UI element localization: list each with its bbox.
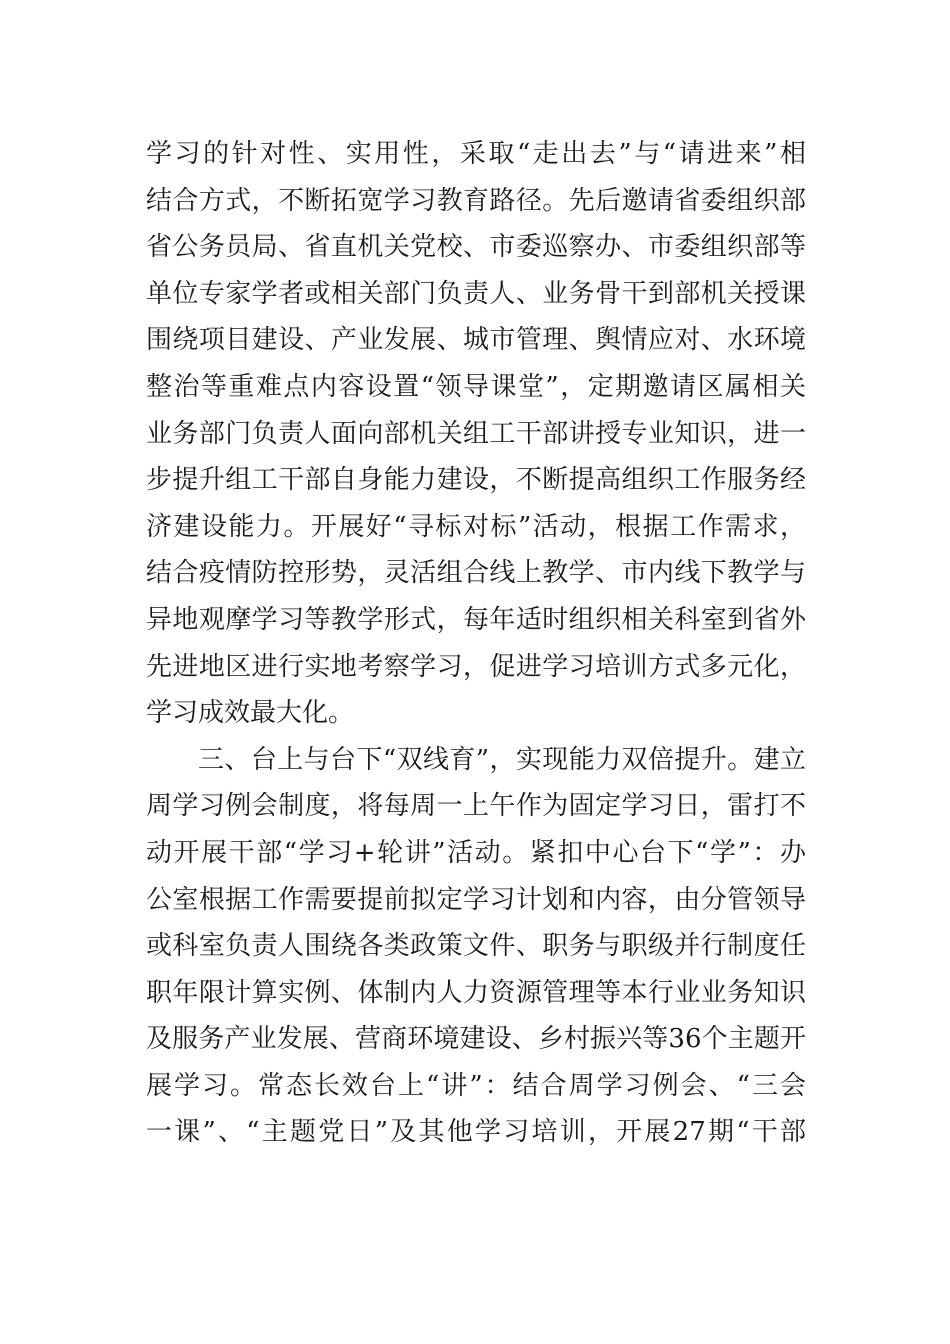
text-line: 一课”、“主题党日”及其他学习培训，开展27期“干部 xyxy=(146,1117,806,1148)
text-line: 单位专家学者或相关部门负责人、业务骨干到部机关授课 xyxy=(146,278,806,309)
section-heading-line: 三、台上与台下“双线育”，实现能力双倍提升。建立 xyxy=(198,744,806,775)
text-line: 先进地区进行实地考察学习，促进学习培训方式多元化， xyxy=(146,651,806,682)
text-line: 异地观摩学习等教学形式，每年适时组织相关科室到省外 xyxy=(146,604,806,635)
text-line: 公室根据工作需要提前拟定学习计划和内容，由分管领导 xyxy=(146,884,806,915)
text-line: 学习的针对性、实用性，采取“走出去”与“请进来”相 xyxy=(146,139,806,169)
text-line: 济建设能力。开展好“寻标对标”活动，根据工作需求， xyxy=(146,511,806,542)
text-line: 步提升组工干部自身能力建设，不断提高组织工作服务经 xyxy=(146,465,806,496)
text-line: 整治等重难点内容设置“领导课堂”，定期邀请区属相关 xyxy=(146,371,806,402)
text-line: 周学习例会制度，将每周一上午作为固定学习日，雷打不 xyxy=(146,791,806,822)
text-line: 及服务产业发展、营商环境建设、乡村振兴等36个主题开 xyxy=(146,1024,806,1055)
text-line: 围绕项目建设、产业发展、城市管理、舆情应对、水环境 xyxy=(146,325,806,356)
text-line: 结合疫情防控形势，灵活组合线上教学、市内线下教学与 xyxy=(146,558,806,589)
text-line: 动开展干部“学习+轮讲”活动。紧扣中心台下“学”：办 xyxy=(146,837,806,868)
text-line: 或科室负责人围绕各类政策文件、职务与职级并行制度任 xyxy=(146,931,806,962)
body-text xyxy=(146,131,806,1156)
text-line: 结合方式，不断拓宽学习教育路径。先后邀请省委组织部 xyxy=(146,185,806,216)
text-line: 职年限计算实例、体制内人力资源管理等本行业业务知识 xyxy=(146,977,806,1008)
text-line: 展学习。常态长效台上“讲”：结合周学习例会、“三会 xyxy=(146,1070,806,1101)
text-line: 省公务员局、省直机关党校、市委巡察办、市委组织部等 xyxy=(146,232,806,263)
text-line: 业务部门负责人面向部机关组工干部讲授专业知识，进一 xyxy=(146,418,806,449)
text-line: 学习成效最大化。 xyxy=(146,698,355,729)
